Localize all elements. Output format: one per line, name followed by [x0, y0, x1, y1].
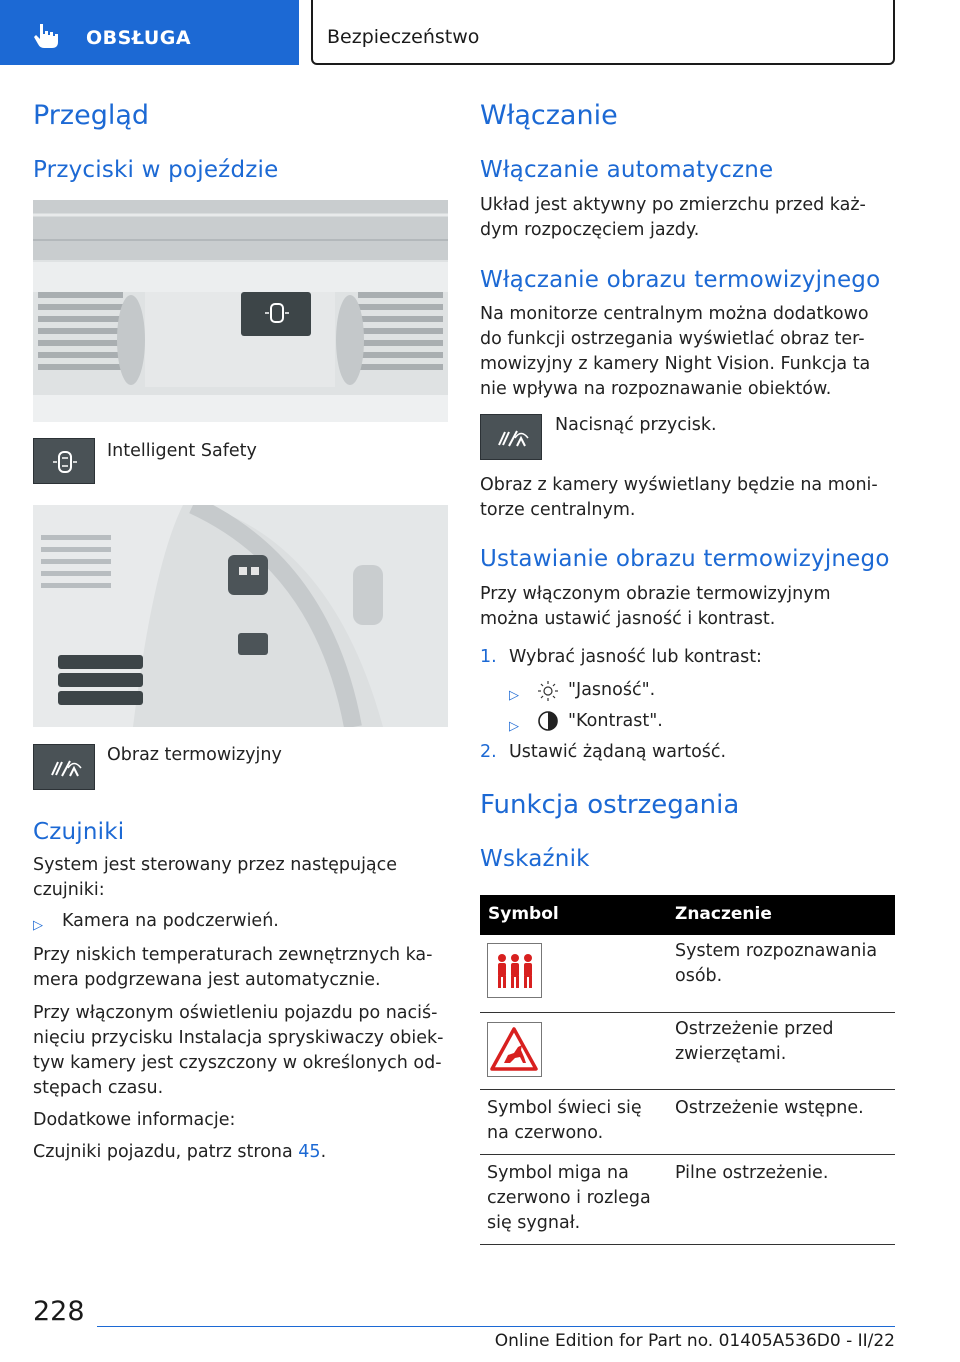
heading-warning: Funkcja ostrzegania [480, 790, 740, 820]
table-row [480, 935, 895, 1013]
para-cold-2: mera podgrzewana jest automatycznie. [33, 970, 381, 990]
row4-meaning: Pilne ostrzeżenie. [675, 1163, 829, 1183]
display-1: Obraz z kamery wyświetlany będzie na moni- [480, 475, 878, 495]
bullet-triangle-icon: ▷ [509, 688, 519, 703]
step1-text: Wybrać jasność lub kontrast: [509, 647, 762, 667]
night-vision-button[interactable] [33, 744, 95, 790]
page-number: 228 [33, 1296, 85, 1327]
section-label: OBSŁUGA [86, 27, 192, 49]
heading-auto: Włączanie automatyczne [480, 157, 774, 183]
step1-number: 1. [480, 647, 497, 667]
auto-2: dym rozpoczęciem jazdy. [480, 220, 700, 240]
thermal-1: Na monitorze centralnym można dodatkowo [480, 304, 869, 324]
bullet-triangle-icon: ▷ [33, 918, 43, 933]
heading-adjust: Ustawianie obrazu termowizyjnego [480, 546, 890, 572]
row3-symbol-1: Symbol świeci się [487, 1098, 642, 1118]
page-link[interactable]: 45 [298, 1142, 321, 1162]
heading-indicator: Wskaźnik [480, 846, 590, 872]
edition-text: Online Edition for Part no. 01405A536D0 - II/22 [494, 1331, 895, 1351]
row4-symbol-2: czerwono i rozlega [487, 1188, 651, 1208]
para-wash-2: nięciu przycisku Instalacja spryskiwaczy obiek- [33, 1028, 444, 1048]
table-row [480, 1013, 895, 1090]
sub-brightness: "Jasność". [568, 680, 656, 700]
table-header [480, 895, 895, 935]
adjust-1: Przy włączonym obrazie termowizyjnym [480, 584, 831, 604]
car-safety-icon [34, 439, 96, 485]
header-symbol: Symbol [488, 904, 559, 924]
footer-divider [97, 1326, 895, 1327]
auto-1: Układ jest aktywny po zmierzchu przed każ- [480, 195, 866, 215]
intelligent-safety-label: Intelligent Safety [107, 441, 257, 461]
ref-end: . [320, 1142, 327, 1162]
step2-text: Ustawić żądaną wartość. [509, 742, 727, 762]
thermal-4: nie wpływa na rozpoznawanie obiektów. [480, 379, 832, 399]
sensors-intro-1: System jest sterowany przez następujące [33, 855, 398, 875]
thermal-3: mowizyjny z kamery Night Vision. Funkcja ta [480, 354, 871, 374]
page-title-left: Przegląd [33, 100, 150, 131]
hand-pointer-icon [30, 22, 62, 50]
para-wash-1: Przy włączonym oświetleniu pojazdu po naciś- [33, 1003, 438, 1023]
person-detection-icon [487, 943, 542, 998]
thermal-2: do funkcji ostrzegania wyświetlać obraz ter- [480, 329, 865, 349]
row2-meaning-2: zwierzętami. [675, 1044, 787, 1064]
intelligent-safety-button[interactable] [33, 438, 95, 484]
display-2: torze centralnym. [480, 500, 636, 520]
chapter-label: Bezpieczeństwo [327, 26, 480, 48]
heading-thermal: Włączanie obrazu termowizyjnego [480, 267, 881, 293]
adjust-2: można ustawić jasność i kontrast. [480, 609, 776, 629]
bullet-camera: Kamera na podczerwień. [62, 911, 279, 931]
reference-line [33, 1140, 326, 1165]
more-info: Dodatkowe informacje: [33, 1110, 236, 1130]
step2-number: 2. [480, 742, 497, 762]
header-meaning: Znaczenie [675, 904, 772, 924]
heading-buttons: Przyciski w pojeździe [33, 157, 279, 183]
brightness-icon [537, 680, 559, 702]
contrast-icon [537, 710, 559, 732]
table-row [480, 1155, 895, 1245]
row1-meaning-2: osób. [675, 966, 723, 986]
animal-warning-icon [487, 1022, 542, 1077]
steering-column-photo [33, 505, 448, 727]
para-cold-1: Przy niskich temperaturach zewnętrznych ka- [33, 945, 433, 965]
table-row [480, 1090, 895, 1155]
row4-symbol-3: się sygnał. [487, 1213, 581, 1233]
row2-meaning-1: Ostrzeżenie przed [675, 1019, 834, 1039]
night-vision-button-right[interactable] [480, 414, 542, 460]
para-wash-4: stępach czasu. [33, 1078, 164, 1098]
section-tab[interactable] [0, 0, 299, 65]
chapter-box[interactable] [311, 0, 895, 65]
page-title-right: Włączanie [480, 100, 618, 131]
night-vision-label: Obraz termowizyjny [107, 745, 282, 765]
bullet-triangle-icon: ▷ [509, 719, 519, 734]
sensors-intro-2: czujniki: [33, 880, 105, 900]
night-vision-icon [481, 415, 543, 461]
sub-contrast: "Kontrast". [568, 711, 663, 731]
row1-meaning-1: System rozpoznawania [675, 941, 878, 961]
row4-symbol-1: Symbol miga na [487, 1163, 629, 1183]
press-button: Nacisnąć przycisk. [555, 415, 717, 435]
dashboard-photo [33, 200, 448, 422]
row3-symbol-2: na czerwono. [487, 1123, 604, 1143]
indicator-table [480, 895, 895, 1245]
row3-meaning: Ostrzeżenie wstępne. [675, 1098, 864, 1118]
night-vision-icon [34, 745, 96, 791]
heading-sensors: Czujniki [33, 819, 125, 845]
para-wash-3: tyw kamery jest czyszczony w określonych od- [33, 1053, 442, 1073]
ref-text: Czujniki pojazdu, patrz strona [33, 1142, 299, 1162]
